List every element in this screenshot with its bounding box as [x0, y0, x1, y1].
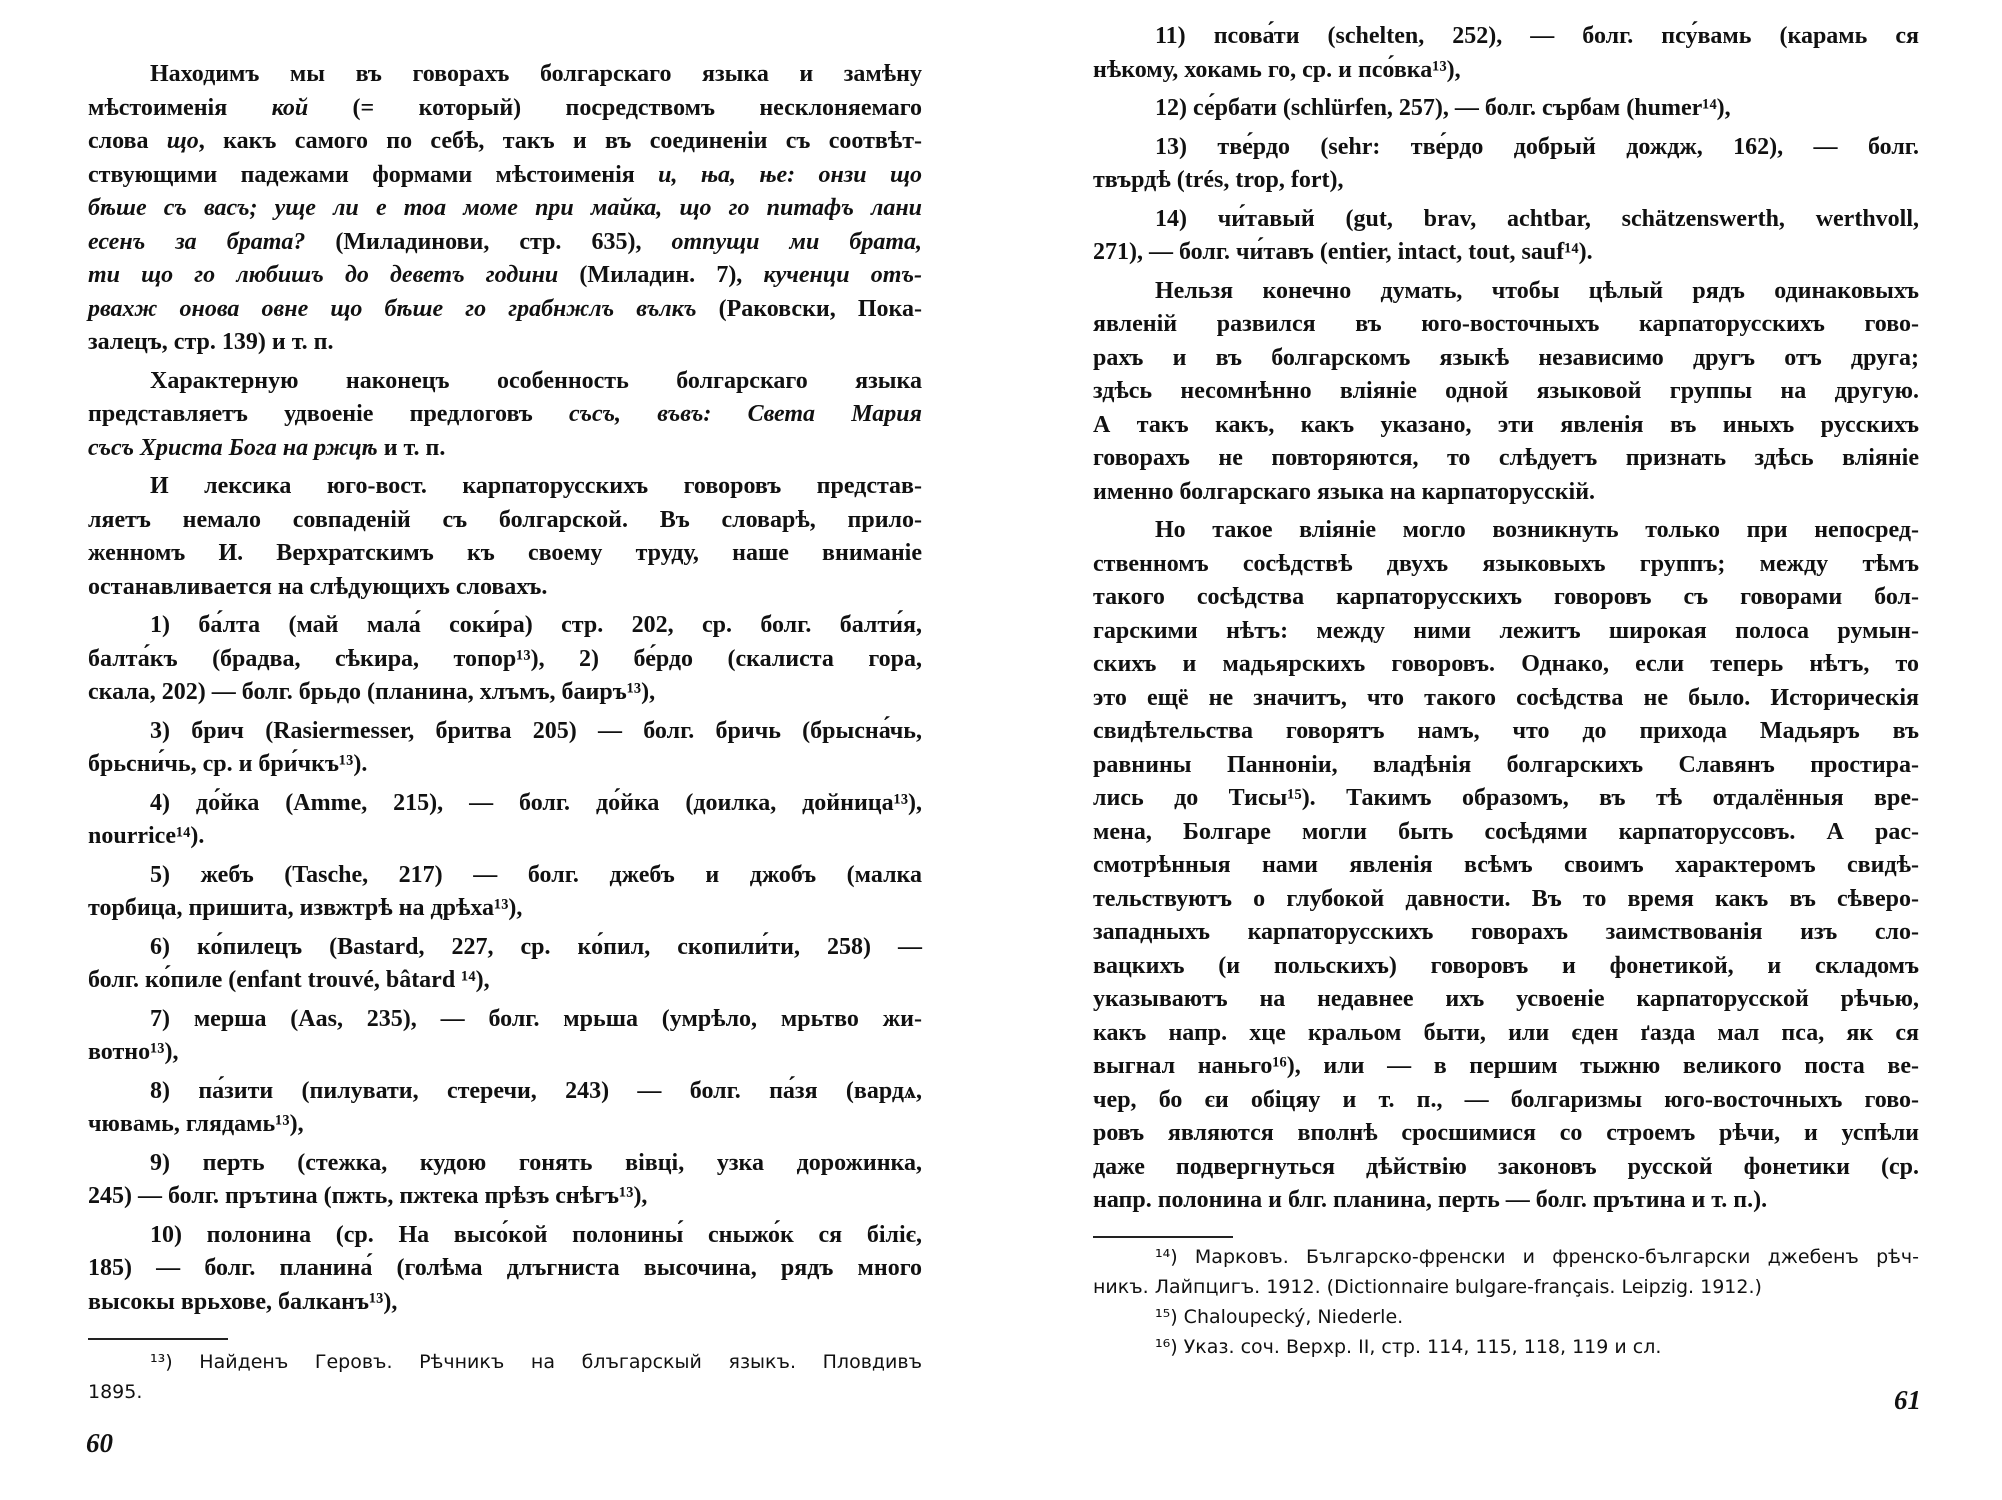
text-line [1093, 782, 1919, 816]
text-span: nourrice¹⁴). [88, 823, 205, 849]
paragraph [88, 58, 922, 360]
paragraph [1093, 1242, 1919, 1302]
text-line [1093, 749, 1919, 783]
text-span: такого сосѣдства карпаторусскихъ говоровъ съ говорами бол- [1093, 584, 1919, 610]
text-span: даже подвергнуться дѣйствію законовъ русской фонетики (ср. [1093, 1153, 1919, 1180]
paragraph [88, 859, 922, 926]
text-span: именно болгарскаго языка на карпаторусскій. [1093, 478, 1596, 505]
text-line [1093, 682, 1919, 716]
italic-quote: отпущи ми брата, [671, 228, 922, 255]
text-span: ственномъ сосѣдствѣ двухъ языковыхъ группъ; между тѣмъ [1093, 550, 1919, 577]
text-span: (Раковски, Пока- [696, 295, 922, 322]
text-line [1093, 92, 1919, 126]
text-line [88, 1180, 922, 1214]
text-span: указываютъ на недавнее ихъ усвоеніе карпаторусской рѣчью, [1093, 986, 1919, 1012]
text-line [88, 1252, 922, 1286]
text-line [88, 1347, 922, 1377]
page-number: 60 [86, 1428, 113, 1458]
text-line [1093, 164, 1919, 198]
paragraph [88, 1347, 922, 1407]
text-line [88, 1075, 922, 1109]
text-span: лись до Тисы¹⁵). Такимъ образомъ, въ тѣ отдалённыя вре- [1093, 785, 1919, 811]
text-span: Нельзя конечно думать, чтобы цѣлый рядъ одинаковыхъ [1155, 277, 1919, 304]
text-line [1093, 916, 1919, 950]
text-span: 185) — болг. планина́ (голѣма длъгниста высочина, рядъ много [88, 1255, 922, 1281]
text-span: смотрѣнныя нами явленія всѣмъ своимъ характеромъ свидѣ- [1093, 852, 1919, 878]
text-span: залецъ, стр. 139) и т. п. [88, 329, 334, 355]
text-line [88, 1036, 922, 1070]
italic-quote: що [166, 128, 199, 154]
text-line [1093, 275, 1919, 309]
footnote-divider [1093, 1236, 1233, 1238]
text-span: чер, бо єи обіцяу и т. п., — болгаризмы юго-восточныхъ гово- [1093, 1086, 1919, 1113]
text-line [88, 859, 922, 893]
text-line [88, 326, 922, 360]
text-span: 9) перть (стежка, кудою гонять вівці, узка дорожинка, [150, 1149, 922, 1176]
text-span: ствующими падежами формами мѣстоименія [88, 161, 659, 188]
text-span: балта́къ (брадва, сѣкира, топор¹³), 2) бе́рдо (скалиста гора, [88, 645, 922, 672]
italic-quote: съсъ, въвъ: Света Мария [569, 401, 922, 427]
text-span: (Миладинови, стр. 635), [305, 228, 672, 255]
text-span: 1895. [88, 1381, 143, 1403]
text-line [1093, 1272, 1919, 1302]
text-line [1093, 983, 1919, 1017]
text-span: западныхъ карпаторусскихъ говорахъ заимствованія изъ сло- [1093, 919, 1919, 945]
text-span: 10) полонина (ср. На высо́кой полонины́ сныжо́к ся бiлiє, [150, 1221, 922, 1248]
text-line [1093, 514, 1919, 548]
text-line [1093, 615, 1919, 649]
text-line [88, 1219, 922, 1253]
text-line [88, 293, 922, 327]
text-line [88, 92, 922, 126]
text-span: 13) тве́рдо (sehr: тве́рдо добрый дождж, 162), — болг. [1155, 133, 1919, 160]
text-line [1093, 715, 1919, 749]
text-span: останавливается на слѣдующихъ словахъ. [88, 573, 548, 600]
text-line [88, 748, 922, 782]
text-line [88, 1286, 922, 1320]
text-line [1093, 581, 1919, 615]
italic-quote: кой [271, 94, 309, 121]
right-page-body [1093, 20, 1919, 1223]
text-span: 7) мерша (Aas, 235), — болг. мрьша (умрѣло, мрьтво жи- [150, 1005, 922, 1032]
text-line [88, 58, 922, 92]
text-span: А такъ какъ, какъ указано, эти явленія въ иныхъ русскихъ [1093, 411, 1919, 438]
text-span: Находимъ мы въ говорахъ болгарскаго языка и замѣну [150, 61, 922, 87]
text-span: слова [88, 128, 167, 154]
text-line [88, 931, 922, 965]
text-line [1093, 1050, 1919, 1084]
text-line [1093, 950, 1919, 984]
text-span: торбица, пришита, извжтрѣ на дрѣха¹³), [88, 895, 523, 921]
text-line [88, 470, 922, 504]
text-span: говорахъ не повторяются, то слѣдуетъ признать здѣсь вліяніе [1093, 445, 1919, 471]
text-span: свидѣтельства говорятъ намъ, что до прихода Мадьяръ въ [1093, 718, 1919, 744]
text-span: равнины Панноніи, владѣнія болгарскихъ Славянъ простира- [1093, 751, 1919, 778]
text-span: ¹⁴) Марковъ. Българско-френски и френско-български джебенъ рѣч- [1155, 1246, 1919, 1268]
paragraph [88, 609, 922, 710]
text-span: чювамь, глядамь¹³), [88, 1111, 304, 1137]
paragraph [88, 787, 922, 854]
text-span: рахъ и въ болгарскомъ языкѣ независимо другъ отъ друга; [1093, 344, 1919, 371]
text-line [88, 1377, 922, 1407]
paragraph [88, 1075, 922, 1142]
paragraph [1093, 131, 1919, 198]
paragraph [88, 470, 922, 604]
paragraph [1093, 1332, 1919, 1362]
text-span: 12) се́рбати (schlürfen, 257), — болг. сърбам (humer¹⁴), [1155, 95, 1731, 121]
text-span: представляетъ удвоеніе предлоговъ [88, 401, 570, 427]
text-line [88, 1003, 922, 1037]
italic-quote: съсъ Христа Бога на ржцѣ [88, 434, 378, 461]
text-span: брьсни́чь, ср. и бри́чкъ¹³). [88, 751, 368, 777]
text-line [1093, 375, 1919, 409]
paragraph [1093, 20, 1919, 87]
text-span: 6) ко́пилецъ (Bastard, 227, ср. ко́пил, скопили́ти, 258) — [150, 933, 922, 960]
paragraph [88, 931, 922, 998]
text-span: ляетъ немало совпаденій съ болгарской. Въ словарѣ, прило- [88, 506, 922, 533]
paragraph [88, 1147, 922, 1214]
text-line [88, 432, 922, 466]
text-span: мѣстоименія [88, 94, 272, 121]
paragraph [88, 1219, 922, 1320]
text-line [88, 609, 922, 643]
paragraph [88, 715, 922, 782]
text-line [1093, 883, 1919, 917]
text-span: Но такое вліяніе могло возникнуть только при непосред- [1155, 517, 1919, 543]
text-line [88, 1108, 922, 1142]
left-footnotes [88, 1347, 922, 1407]
text-line [1093, 1117, 1919, 1151]
text-line [1093, 1151, 1919, 1185]
text-line [1093, 476, 1919, 510]
text-span: тельствуютъ о глубокой давности. Въ то время какъ въ сѣверо- [1093, 885, 1919, 912]
text-line [1093, 409, 1919, 443]
text-line [88, 192, 922, 226]
text-span: напр. полонина и блг. планина, перть — болг. прътина и т. п.). [1093, 1187, 1768, 1213]
text-line [88, 676, 922, 710]
text-span: ровъ являются вполнѣ сросшимися со строемъ рѣчи, и успѣли [1093, 1120, 1919, 1146]
text-line [88, 820, 922, 854]
footnote-divider [88, 1338, 228, 1340]
right-footnotes [1093, 1242, 1919, 1362]
paragraph [1093, 514, 1919, 1218]
text-line [88, 892, 922, 926]
paragraph [1093, 275, 1919, 510]
italic-quote: и, ња, ње: онзи що [658, 161, 922, 188]
page-number: 61 [1894, 1385, 1921, 1415]
text-span: женномъ И. Верхратскимъ къ своему труду, наше вниманіе [88, 540, 922, 566]
text-line [88, 259, 922, 293]
text-line [1093, 442, 1919, 476]
text-span: (= который) посредствомъ несклоняемаго [308, 94, 922, 121]
text-span: твърдѣ (trés, trop, fort), [1093, 167, 1344, 193]
text-span: 245) — болг. прътина (пжть, пжтека прѣзъ снѣгъ¹³), [88, 1183, 648, 1209]
text-span: скихъ и мадьярскихъ говоровъ. Однако, если теперь нѣтъ, то [1093, 651, 1919, 677]
text-line [1093, 342, 1919, 376]
paragraph [1093, 92, 1919, 126]
text-span: 5) жебъ (Tasche, 217) — болг. джебъ и джобъ (малка [150, 861, 922, 888]
text-span: ¹⁵) Chaloupecký, Niederle. [1155, 1306, 1404, 1328]
text-line [1093, 1084, 1919, 1118]
text-span: гарскими нѣтъ: между ними лежитъ широкая полоса румын- [1093, 617, 1919, 644]
text-line [1093, 548, 1919, 582]
paragraph [1093, 1302, 1919, 1332]
paragraph [88, 1003, 922, 1070]
text-line [88, 365, 922, 399]
text-span: 4) до́йка (Amme, 215), — болг. до́йка (доилка, дойница¹³), [150, 789, 922, 816]
italic-quote: ти що го любишъ до деветъ години [88, 262, 559, 288]
paragraph [88, 365, 922, 466]
text-line [88, 715, 922, 749]
text-line [88, 226, 922, 260]
text-line [88, 964, 922, 998]
text-line [1093, 1332, 1919, 1362]
text-line [1093, 849, 1919, 883]
text-span: болг. ко́пиле (enfant trouvé, bâtard ¹⁴), [88, 967, 490, 993]
text-line [88, 504, 922, 538]
text-line [1093, 54, 1919, 88]
text-line [88, 125, 922, 159]
italic-quote: кученци отъ- [763, 262, 923, 288]
italic-quote: рвахж онова овне що бѣше го грабнжлъ вълкъ [88, 295, 697, 322]
italic-quote: есенъ за брата? [88, 228, 306, 255]
text-span: скала, 202) — болг. брьдо (планина, хлъмъ, баиръ¹³), [88, 679, 656, 705]
text-span: 1) ба́лта (май мала́ соки́ра) стр. 202, ср. болг. балти́я, [150, 612, 922, 638]
text-line [1093, 131, 1919, 165]
text-span: какъ напр. хце кральом быти, или єден ґазда мал пса, як ся [1093, 1019, 1919, 1046]
text-span: 14) чи́тавый (gut, brav, achtbar, schätzenswerth, werthvoll, [1155, 205, 1919, 232]
text-span: ¹³) Найденъ Геровъ. Рѣчникъ на блъгарскый языкъ. Пловдивъ [150, 1351, 922, 1373]
text-span: 8) па́зити (пилувати, стеречи, 243) — болг. па́зя (вардѧ, [150, 1077, 922, 1104]
text-span: это ещё не значитъ, что такого сосѣдства не было. Историческія [1093, 684, 1919, 711]
text-span: вотно¹³), [88, 1039, 179, 1065]
text-line [1093, 1302, 1919, 1332]
text-line [88, 643, 922, 677]
text-line [1093, 236, 1919, 270]
text-line [88, 571, 922, 605]
text-span: И лексика юго-вост. карпаторусскихъ говоровъ представ- [150, 473, 922, 499]
text-span: вацкихъ (и польскихъ) говоровъ и фонетикой, и складомъ [1093, 952, 1919, 979]
text-span: 271), — болг. чи́тавъ (entier, intact, tout, sauf¹⁴). [1093, 239, 1593, 265]
text-line [88, 159, 922, 193]
text-span: 3) брич (Rasiermesser, бритва 205) — болг. бричь (брысна́чь, [150, 717, 922, 744]
text-span: высокы врьхове, балканъ¹³), [88, 1288, 398, 1315]
text-span: ¹⁶) Указ. соч. Верхр. II, стр. 114, 115, 118, 119 и сл. [1155, 1336, 1662, 1358]
text-line [88, 537, 922, 571]
text-line [1093, 816, 1919, 850]
text-span: никъ. Лайпцигъ. 1912. (Dictionnaire bulgare-français. Leipzig. 1912.) [1093, 1276, 1762, 1298]
paragraph [1093, 203, 1919, 270]
text-line [1093, 203, 1919, 237]
left-page-body [88, 58, 922, 1324]
text-span: явленій развился въ юго-восточныхъ карпаторусскихъ гово- [1093, 311, 1919, 337]
text-line [1093, 1184, 1919, 1218]
text-line [88, 1147, 922, 1181]
right-page [1001, 0, 2002, 1500]
text-line [1093, 648, 1919, 682]
text-span: нѣкому, хокамь го, ср. и псо́вка¹³), [1093, 56, 1461, 83]
text-line [1093, 1242, 1919, 1272]
text-span: мена, Болгаре могли быть сосѣдями карпаторуссовъ. А рас- [1093, 818, 1919, 845]
text-line [1093, 20, 1919, 54]
text-line [88, 398, 922, 432]
text-span: (Миладин. 7), [558, 262, 764, 288]
text-line [1093, 1017, 1919, 1051]
text-span: Характерную наконецъ особенность болгарскаго языка [150, 367, 922, 394]
text-line [1093, 308, 1919, 342]
text-line [88, 787, 922, 821]
text-span: 11) псова́ти (schelten, 252), — болг. псу́вамь (карамь ся [1155, 23, 1919, 49]
text-span: здѣсь несомнѣнно вліяніе одной языковой группы на другую. [1093, 378, 1919, 404]
text-span: и т. п. [377, 434, 446, 461]
text-span: , какъ самого по себѣ, такъ и въ соединеніи съ соотвѣт- [198, 128, 923, 154]
text-span: выгнал наньго¹⁶), или — в першим тыжню великого поста ве- [1093, 1053, 1919, 1079]
italic-quote: бѣше съ васъ; уще ли е тоа моме при майка, що го питафъ лани [88, 195, 922, 221]
